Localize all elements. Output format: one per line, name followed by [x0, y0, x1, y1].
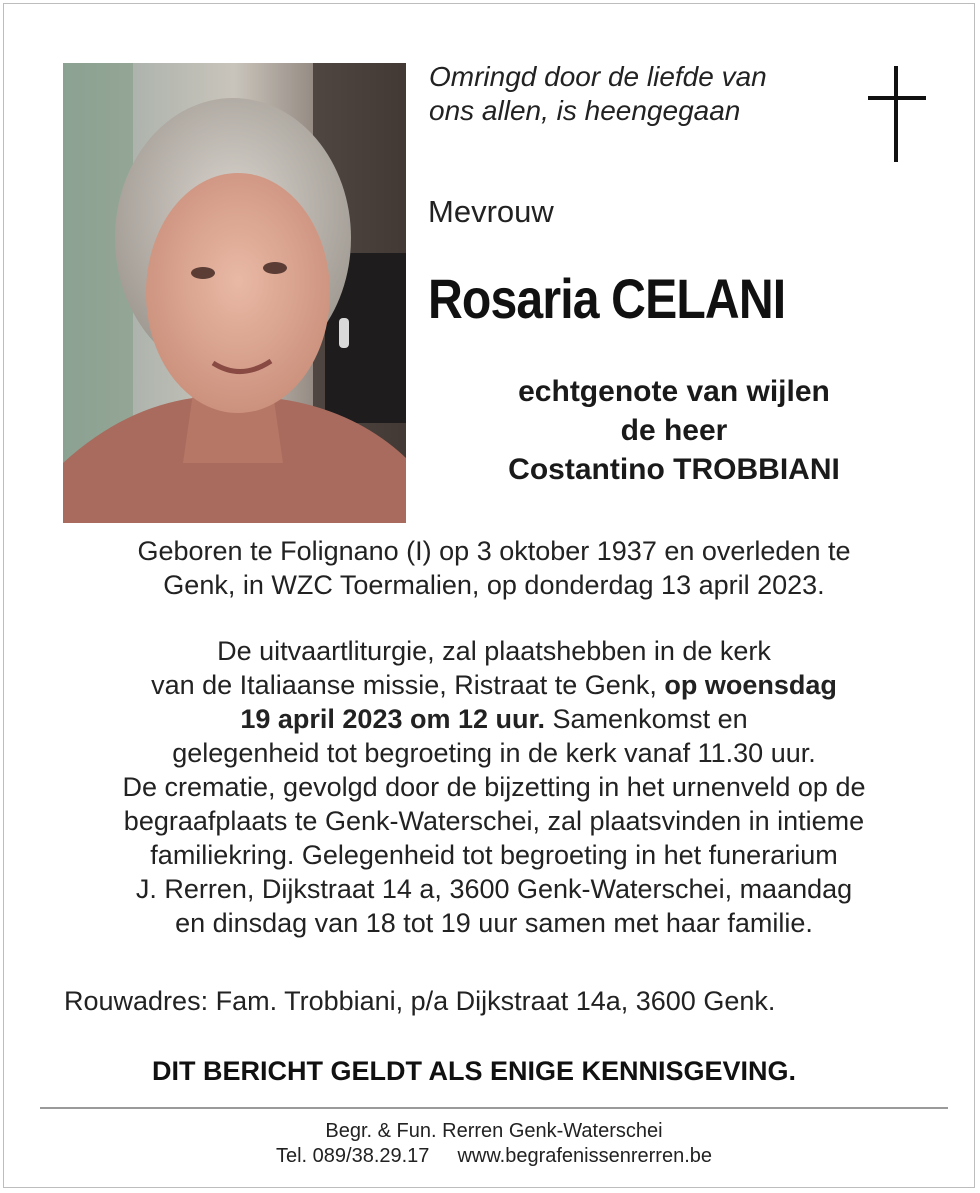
funeral-home-website[interactable]: www.begrafenissenrerren.be — [457, 1145, 713, 1167]
funeral-text: Samenkomst en — [545, 704, 748, 734]
intro-line: Omringd door de liefde van — [429, 61, 767, 92]
birth-death-line: Geboren te Folignano (I) op 3 oktober 1937 en overleden te — [137, 536, 851, 566]
funeral-home-footer — [34, 1119, 954, 1169]
funeral-line: en dinsdag van 18 tot 19 uur samen met haar familie. — [175, 908, 813, 938]
announcement-body — [34, 534, 954, 940]
birth-death-line: Genk, in WZC Toermalien, op donderdag 13 april 2023. — [163, 570, 825, 600]
sole-notice: DIT BERICHT GELDT ALS ENIGE KENNISGEVING. — [151, 1056, 797, 1086]
funeral-line: familiekring. Gelegenheid tot begroeting in het funerarium — [150, 840, 838, 870]
spouse-block — [444, 372, 904, 489]
funeral-line: begraafplaats te Genk-Waterschei, zal plaatsvinden in intieme — [123, 806, 865, 836]
funeral-date-emphasis: 19 april 2023 om 12 uur. — [240, 704, 546, 734]
portrait-photo — [63, 63, 406, 523]
funeral-line: De uitvaartliturgie, zal plaatshebben in de kerk — [217, 636, 771, 666]
funeral-line — [34, 668, 954, 702]
funeral-home-phone: Tel. 089/38.29.17 — [275, 1145, 430, 1167]
funeral-home-name: Begr. & Fun. Rerren Genk-Waterschei — [325, 1120, 663, 1142]
funeral-date-emphasis: op woensdag — [664, 670, 837, 700]
footer-divider — [40, 1107, 948, 1109]
funeral-home-contact — [34, 1144, 954, 1169]
intro-line: ons allen, is heengegaan — [429, 95, 741, 126]
obituary-card — [3, 3, 975, 1188]
honorific: Mevrouw — [428, 194, 554, 229]
spouse-line: de heer — [620, 414, 728, 447]
intro-text — [429, 60, 767, 128]
funeral-line: J. Rerren, Dijkstraat 14 a, 3600 Genk-Waterschei, maandag — [135, 874, 853, 904]
mourning-address: Rouwadres: Fam. Trobbiani, p/a Dijkstraat 14a, 3600 Genk. — [64, 986, 776, 1016]
funeral-text: van de Italiaanse missie, Ristraat te Genk, — [151, 670, 665, 700]
spouse-line: echtgenote van wijlen — [518, 375, 830, 408]
deceased-name: Rosaria CELANI — [428, 267, 786, 330]
funeral-line: De crematie, gevolgd door de bijzetting in het urnenveld op de — [122, 772, 866, 802]
spouse-name: Costantino TROBBIANI — [508, 453, 840, 486]
funeral-line: gelegenheid tot begroeting in de kerk vanaf 11.30 uur. — [172, 738, 816, 768]
latin-cross-icon — [868, 66, 926, 162]
funeral-line — [34, 702, 954, 736]
